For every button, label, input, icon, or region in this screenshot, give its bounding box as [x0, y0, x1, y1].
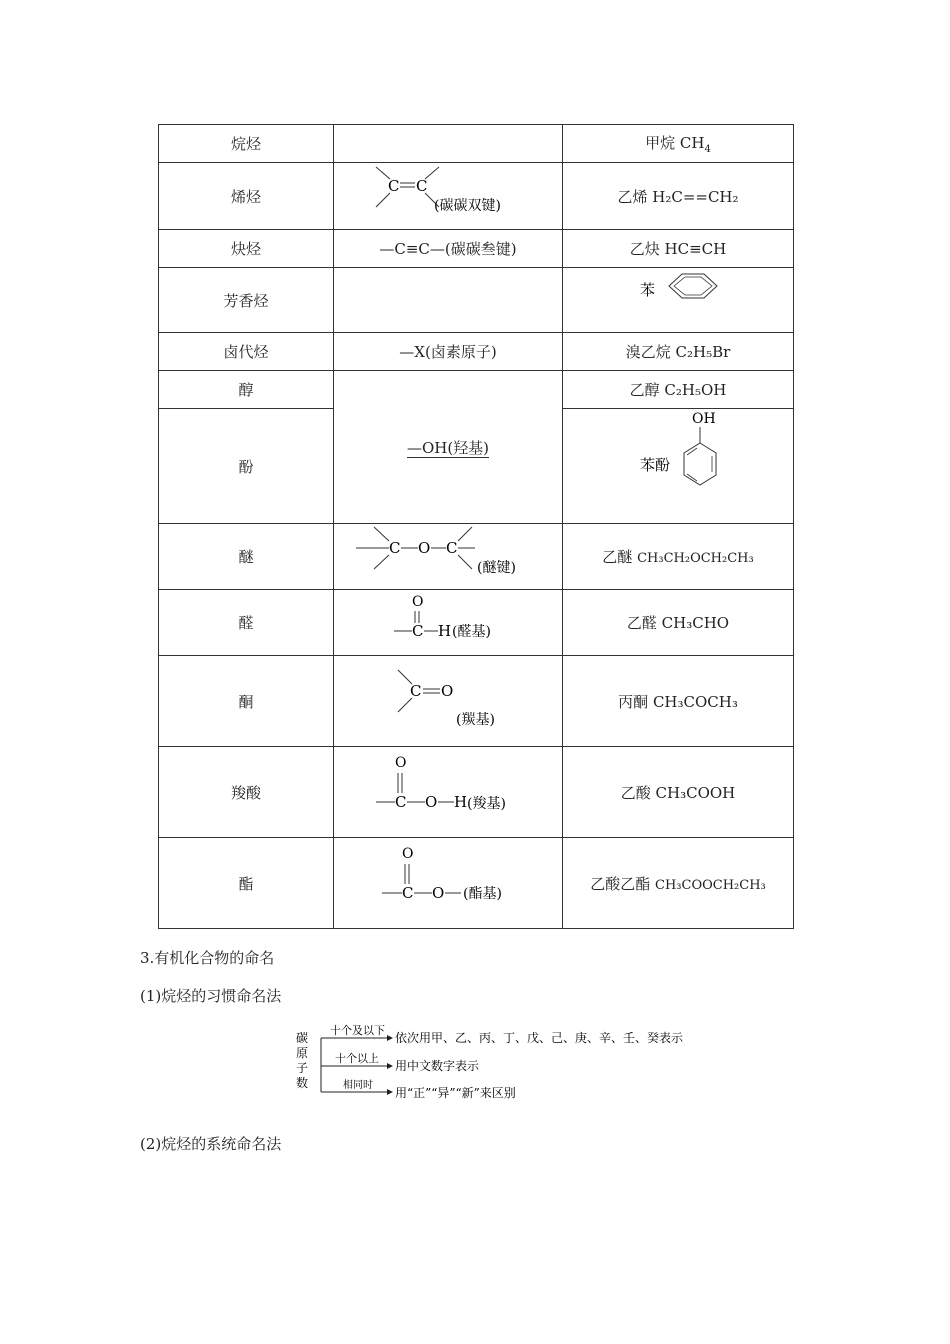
phenol-structure: [564, 409, 793, 519]
example-name: 甲烷: [645, 134, 676, 152]
example-name: 苯酚: [639, 456, 670, 474]
table-row: [159, 333, 794, 371]
table-row: [159, 747, 794, 838]
ether-structure: [334, 524, 563, 585]
category-cell: 烷烃: [159, 125, 334, 163]
section-heading-naming: 3.有机化合物的命名: [140, 949, 275, 967]
example-formula: CH₃CHO: [661, 614, 730, 632]
atom-c: C: [410, 682, 422, 700]
double-bond-structure: [334, 163, 563, 225]
subsection-systematic-naming: (2)烷烃的系统命名法: [140, 1135, 282, 1153]
example-cell: [563, 125, 794, 163]
group-cell: —X(卤素原子): [334, 333, 563, 371]
root-char: 子: [296, 1061, 309, 1075]
atom-c: C: [402, 884, 414, 902]
table-row: [159, 125, 794, 163]
benzene-structure: [564, 268, 793, 328]
example-formula: CH₃COOH: [655, 783, 736, 802]
example-name: 乙醇: [629, 381, 660, 399]
example-cell: [563, 163, 794, 230]
example-name: 乙烯: [617, 187, 648, 206]
example-formula: H₂C==CH₂: [652, 187, 739, 206]
example-formula: CH₃COOCH₂CH₃: [655, 877, 766, 893]
group-note: (醚键): [477, 560, 516, 576]
category-cell: 酯: [159, 838, 334, 929]
atom-o: O: [441, 682, 454, 700]
atom-o2: O: [432, 884, 445, 902]
table-row: [159, 371, 794, 409]
example-formula: C₂H₅OH: [664, 381, 727, 399]
group-cell: [334, 125, 563, 163]
example-formula: CH₃COCH₃: [652, 692, 738, 711]
atom-o: O: [418, 539, 431, 557]
root-char: 碳: [296, 1031, 309, 1045]
atom-o1: O: [402, 846, 414, 862]
group-cell: [334, 371, 563, 524]
branch-condition: 相同时: [343, 1080, 373, 1091]
table-row: [159, 838, 794, 929]
functional-group-table: [158, 124, 794, 929]
group-cell: —C≡C—(碳碳叁键): [334, 230, 563, 268]
table-row: [159, 268, 794, 333]
category-cell: 醇: [159, 371, 334, 409]
group-note: (碳碳双键): [434, 198, 501, 214]
group-cell: [334, 268, 563, 333]
category-cell: 烯烃: [159, 163, 334, 230]
ester-structure: [334, 838, 563, 924]
example-name: 乙醚: [602, 548, 633, 566]
category-cell: 羧酸: [159, 747, 334, 838]
example-name: 苯: [639, 281, 655, 299]
oh-label: OH: [691, 411, 716, 427]
example-cell: [563, 656, 794, 747]
branch-result: 用中文数字表示: [395, 1059, 480, 1073]
branch-condition: 十个及以下: [330, 1024, 385, 1037]
root-char: 数: [296, 1076, 309, 1090]
table-row: [159, 656, 794, 747]
category-cell: 酚: [159, 409, 334, 524]
group-cell: [334, 163, 563, 230]
group-cell: [334, 838, 563, 929]
example-formula: HC≡CH: [664, 240, 727, 258]
example-name: 丙酮: [618, 692, 649, 711]
example-cell: [563, 747, 794, 838]
table-row: [159, 163, 794, 230]
branch-result: 用“正”“异”“新”来区别: [395, 1086, 516, 1100]
atom-c1: C: [389, 539, 401, 557]
example-cell: [563, 333, 794, 371]
atom-c1: C: [388, 177, 400, 195]
atom-h: H: [454, 793, 468, 811]
hydroxyl-group: —OH(羟基): [406, 438, 490, 457]
atom-c: C: [395, 793, 407, 811]
atom-o: O: [412, 594, 424, 610]
example-name: 乙炔: [629, 240, 660, 258]
example-name: 乙酸: [620, 783, 651, 802]
table-row: [159, 590, 794, 656]
example-cell: [563, 371, 794, 409]
group-cell: [334, 524, 563, 590]
naming-diagram: [290, 1024, 684, 1104]
example-formula: CH: [679, 134, 705, 152]
aldehyde-structure: [334, 590, 563, 651]
table-row: [159, 230, 794, 268]
branch-result: 依次用甲、乙、丙、丁、戊、己、庚、辛、壬、癸表示: [395, 1031, 684, 1045]
group-note: (羰基): [456, 712, 495, 728]
atom-h: H: [438, 622, 452, 640]
category-cell: 酮: [159, 656, 334, 747]
category-cell: 卤代烃: [159, 333, 334, 371]
group-cell: [334, 656, 563, 747]
atom-c2: C: [416, 177, 428, 195]
carbonyl-structure: [334, 656, 563, 742]
table-row: [159, 524, 794, 590]
example-cell: [563, 268, 794, 333]
example-cell: [563, 524, 794, 590]
category-cell: 醚: [159, 524, 334, 590]
category-cell: 芳香烃: [159, 268, 334, 333]
subsection-common-naming: (1)烷烃的习惯命名法: [140, 987, 282, 1005]
group-note: (醛基): [452, 624, 491, 640]
example-formula: C₂H₅Br: [675, 343, 731, 361]
group-note: (羧基): [467, 796, 506, 812]
example-name: 乙酸乙酯: [590, 874, 651, 893]
category-cell: 醛: [159, 590, 334, 656]
example-cell: [563, 230, 794, 268]
example-formula: CH₃CH₂OCH₂CH₃: [637, 551, 754, 566]
example-cell: [563, 838, 794, 929]
group-cell: [334, 747, 563, 838]
branch-condition: 十个以上: [335, 1052, 379, 1065]
atom-c: C: [412, 622, 424, 640]
example-cell: [563, 409, 794, 524]
root-char: 原: [296, 1046, 309, 1060]
atom-c2: C: [446, 539, 458, 557]
carboxyl-structure: [334, 747, 563, 833]
example-cell: [563, 590, 794, 656]
example-subscript: 4: [704, 144, 711, 155]
group-note: (酯基): [463, 886, 502, 902]
group-cell: [334, 590, 563, 656]
category-cell: 炔烃: [159, 230, 334, 268]
example-name: 乙醛: [626, 614, 657, 632]
example-name: 溴乙烷: [625, 343, 671, 361]
atom-o1: O: [395, 755, 407, 771]
atom-o2: O: [425, 793, 438, 811]
